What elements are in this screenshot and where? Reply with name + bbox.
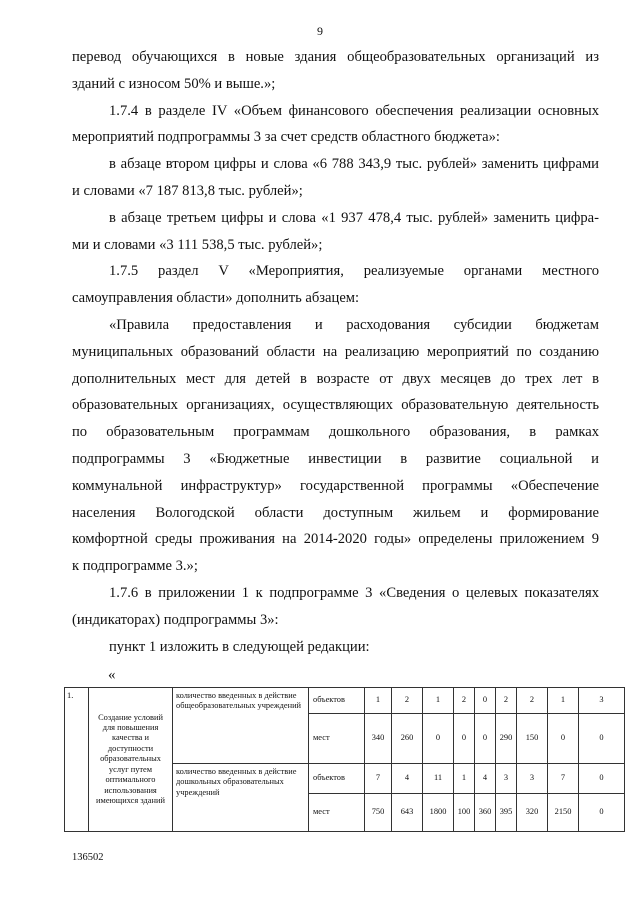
text-line: зданий с износом 50% и выше.»; bbox=[72, 75, 276, 92]
text-line: населения Вологодской области доступным жильем и формирование bbox=[72, 504, 599, 521]
text-line: дополнительных мест для детей в возрасте от двух месяцев до трех лет в bbox=[72, 370, 599, 387]
text-line: коммунальной инфраструктур» государственной программы «Обеспечение bbox=[72, 477, 599, 494]
unit-cell: объектов bbox=[309, 764, 365, 794]
target-indicators-table bbox=[64, 687, 625, 832]
value-cell: 100 bbox=[454, 794, 475, 832]
text-line: мероприятий подпрограммы 3 за счет средств областного бюджета»: bbox=[72, 129, 500, 146]
text-line: по образовательным программам дошкольного образования, в рамках bbox=[72, 424, 599, 441]
value-cell: 4 bbox=[475, 764, 496, 794]
value-cell: 0 bbox=[579, 794, 625, 832]
value-cell: 395 bbox=[496, 794, 517, 832]
value-cell: 7 bbox=[548, 764, 579, 794]
value-cell: 0 bbox=[423, 714, 454, 764]
value-cell: 11 bbox=[423, 764, 454, 794]
text-line: комфортной среды проживания на 2014-2020 годы» определены приложением 9 bbox=[72, 531, 599, 548]
text-line: в абзаце втором цифры и слова «6 788 343,9 тыс. рублей» заменить цифрами bbox=[109, 156, 599, 173]
value-cell: 1 bbox=[548, 688, 579, 714]
value-cell: 0 bbox=[548, 714, 579, 764]
text-line: ми и словами «3 111 538,5 тыс. рублей»; bbox=[72, 236, 323, 253]
text-line: самоуправления области» дополнить абзацем: bbox=[72, 290, 360, 307]
text-line: пункт 1 изложить в следующей редакции: bbox=[109, 638, 370, 655]
text-line: муниципальных образований области на реализацию мероприятий по созданию bbox=[72, 343, 599, 360]
value-cell: 1800 bbox=[423, 794, 454, 832]
value-cell: 150 bbox=[517, 714, 548, 764]
indicator-name-cell: количество введенных в действие дошкольных образовательных учреждений bbox=[173, 764, 309, 832]
value-cell: 750 bbox=[365, 794, 392, 832]
table-row bbox=[65, 688, 625, 714]
opening-quote-mark: « bbox=[108, 667, 116, 683]
document-body bbox=[72, 44, 599, 660]
value-cell: 0 bbox=[475, 688, 496, 714]
value-cell: 0 bbox=[454, 714, 475, 764]
value-cell: 1 bbox=[423, 688, 454, 714]
value-cell: 2150 bbox=[548, 794, 579, 832]
text-line: перевод обучающихся в новые здания общеобразовательных организаций из bbox=[72, 49, 599, 65]
value-cell: 2 bbox=[517, 688, 548, 714]
text-line: образовательных организациях, осуществляющих образовательную деятельность bbox=[72, 397, 599, 414]
value-cell: 2 bbox=[392, 688, 423, 714]
value-cell: 0 bbox=[579, 714, 625, 764]
row-number-cell: 1. bbox=[65, 688, 89, 832]
unit-cell: мест bbox=[309, 794, 365, 832]
value-cell: 340 bbox=[365, 714, 392, 764]
value-cell: 643 bbox=[392, 794, 423, 832]
text-line: и словами «7 187 813,8 тыс. рублей»; bbox=[72, 182, 303, 199]
text-line: «Правила предоставления и расходования субсидии бюджетам bbox=[109, 316, 599, 333]
value-cell: 260 bbox=[392, 714, 423, 764]
text-line: в абзаце третьем цифры и слова «1 937 478,4 тыс. рублей» заменить цифра- bbox=[109, 209, 599, 226]
value-cell: 4 bbox=[392, 764, 423, 794]
value-cell: 3 bbox=[579, 688, 625, 714]
unit-cell: объектов bbox=[309, 688, 365, 714]
value-cell: 0 bbox=[475, 714, 496, 764]
text-line: (индикаторах) подпрограммы 3»: bbox=[72, 611, 279, 628]
text-line: 1.7.6 в приложении 1 к подпрограмме 3 «Сведения о целевых показателях bbox=[109, 584, 599, 601]
value-cell: 3 bbox=[517, 764, 548, 794]
value-cell: 360 bbox=[475, 794, 496, 832]
value-cell: 320 bbox=[517, 794, 548, 832]
value-cell: 290 bbox=[496, 714, 517, 764]
value-cell: 1 bbox=[365, 688, 392, 714]
indicator-name-cell: количество введенных в действие общеобразовательных учреждений bbox=[173, 688, 309, 764]
value-cell: 0 bbox=[579, 764, 625, 794]
value-cell: 7 bbox=[365, 764, 392, 794]
text-line: 1.7.4 в разделе IV «Объем финансового обеспечения реализации основных bbox=[109, 102, 599, 119]
text-line: к подпрограмме 3.»; bbox=[72, 558, 198, 575]
value-cell: 2 bbox=[454, 688, 475, 714]
value-cell: 1 bbox=[454, 764, 475, 794]
text-line: подпрограммы 3 «Бюджетные инвестиции в развитие социальной и bbox=[72, 450, 599, 467]
value-cell: 2 bbox=[496, 688, 517, 714]
document-code: 136502 bbox=[72, 852, 104, 863]
unit-cell: мест bbox=[309, 714, 365, 764]
page-number: 9 bbox=[317, 24, 323, 38]
text-line: 1.7.5 раздел V «Мероприятия, реализуемые органами местного bbox=[109, 263, 599, 280]
goal-cell: Создание условий для повышения качества и доступности образовательных услуг путем оптимального использования имеющихся зданий bbox=[89, 688, 173, 832]
value-cell: 3 bbox=[496, 764, 517, 794]
